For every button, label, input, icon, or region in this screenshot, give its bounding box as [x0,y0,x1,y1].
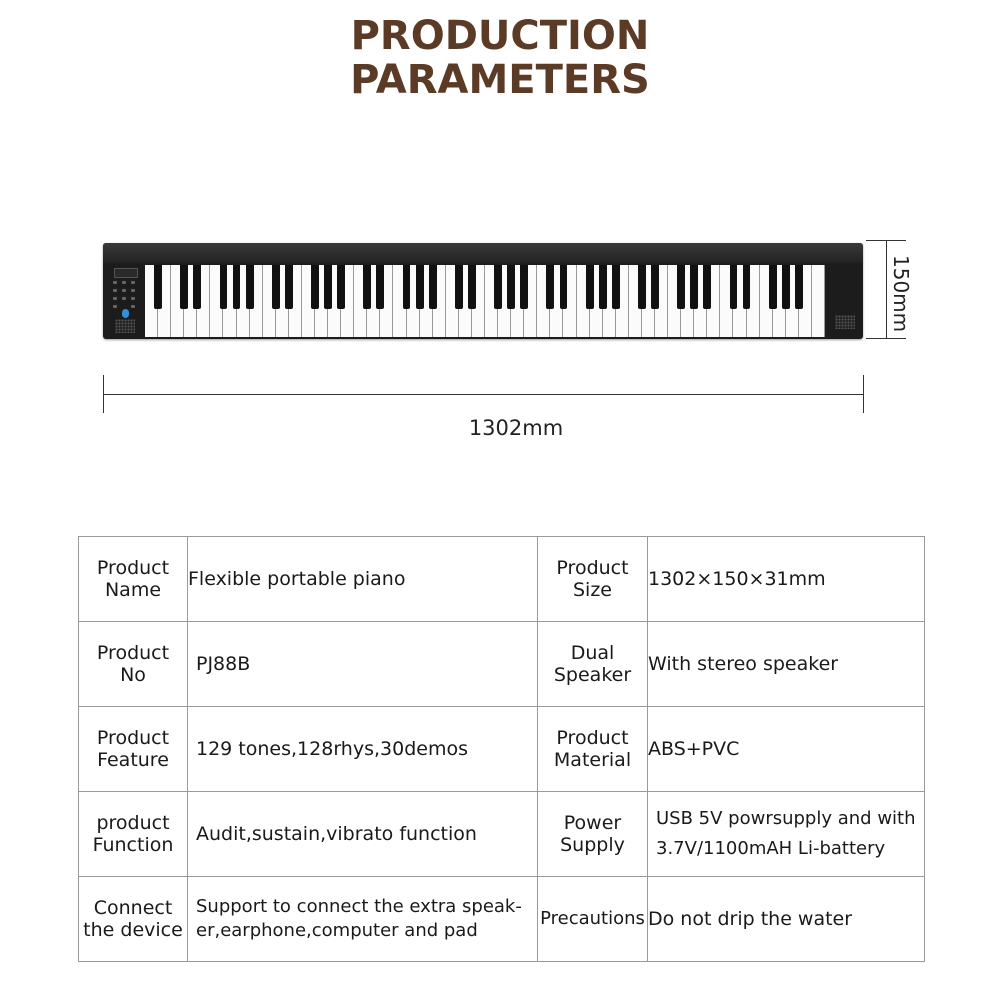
height-dimension-label: 150mm [889,255,913,333]
param-value-product-material: ABS+PVC [648,707,925,792]
param-value-product-feature: 129 tones,128rhys,30demos [188,707,538,792]
param-label-power-supply: Power Supply [538,792,648,877]
panel-button [131,289,135,292]
parameters-table [78,536,925,962]
black-key [246,265,254,309]
black-key [337,265,345,309]
panel-button [113,281,117,284]
black-key [363,265,371,309]
param-value-product-function: Audit,sustain,vibrato function [188,792,538,877]
black-key [416,265,424,309]
piano-keyboard [145,265,825,337]
black-key [638,265,646,309]
left-speaker-grill-icon [115,319,135,333]
piano-control-panel [109,265,143,333]
panel-button [113,289,117,292]
title-line-2: PARAMETERS [350,57,650,103]
black-key [403,265,411,309]
black-key [677,265,685,309]
param-value-product-no: PJ88B [188,622,538,707]
black-key [494,265,502,309]
black-key [612,265,620,309]
black-key [651,265,659,309]
black-key [507,265,515,309]
param-label-dual-speaker: Dual Speaker [538,622,648,707]
black-key [703,265,711,309]
panel-button [113,297,117,300]
black-key [180,265,188,309]
black-key [376,265,384,309]
black-key [743,265,751,309]
black-key [455,265,463,309]
page-title [0,14,1000,102]
param-label-product-feature: Product Feature [79,707,188,792]
black-key [586,265,594,309]
black-key [220,265,228,309]
title-line-1: PRODUCTION [350,13,650,59]
panel-button [122,289,126,292]
portable-piano-image [103,243,863,339]
table-row [79,537,925,622]
panel-button [113,305,117,308]
table-row [79,877,925,962]
panel-button [122,297,126,300]
param-value-product-size: 1302×150×31mm [648,537,925,622]
param-value-connect-device: Support to connect the extra speak- er,earphone,computer and pad [188,877,538,962]
black-key [468,265,476,309]
param-label-product-function: product Function [79,792,188,877]
black-key [730,265,738,309]
black-key [272,265,280,309]
param-value-power-supply: USB 5V powrsupply and with 3.7V/1100mAH Li-battery [648,792,925,877]
param-label-product-size: Product Size [538,537,648,622]
param-value-dual-speaker: With stereo speaker [648,622,925,707]
panel-button [131,297,135,300]
right-speaker-grill-icon [835,315,855,329]
param-label-product-material: Product Material [538,707,648,792]
black-key [782,265,790,309]
width-dimension-line [103,375,864,413]
table-row [79,707,925,792]
black-key [154,265,162,309]
black-key [429,265,437,309]
panel-button [131,305,135,308]
black-key [285,265,293,309]
param-value-product-name: Flexible portable piano [188,537,538,622]
panel-button [131,281,135,284]
param-label-connect-device: Connect the device [79,877,188,962]
param-label-precautions: Precautions [538,877,648,962]
black-key [599,265,607,309]
bluetooth-button-icon [122,309,129,318]
white-key [812,265,825,337]
black-key [546,265,554,309]
table-row [79,792,925,877]
black-key [324,265,332,309]
black-key [311,265,319,309]
param-label-product-no: Product No [79,622,188,707]
param-value-precautions: Do not drip the water [648,877,925,962]
black-key [560,265,568,309]
black-key [520,265,528,309]
black-key [193,265,201,309]
black-key [233,265,241,309]
black-key [769,265,777,309]
panel-button [122,281,126,284]
table-row [79,622,925,707]
black-key [795,265,803,309]
param-label-product-name: Product Name [79,537,188,622]
width-dimension-label: 1302mm [468,416,564,440]
piano-top-edge [103,243,863,263]
lcd-display [114,268,138,278]
black-key [690,265,698,309]
